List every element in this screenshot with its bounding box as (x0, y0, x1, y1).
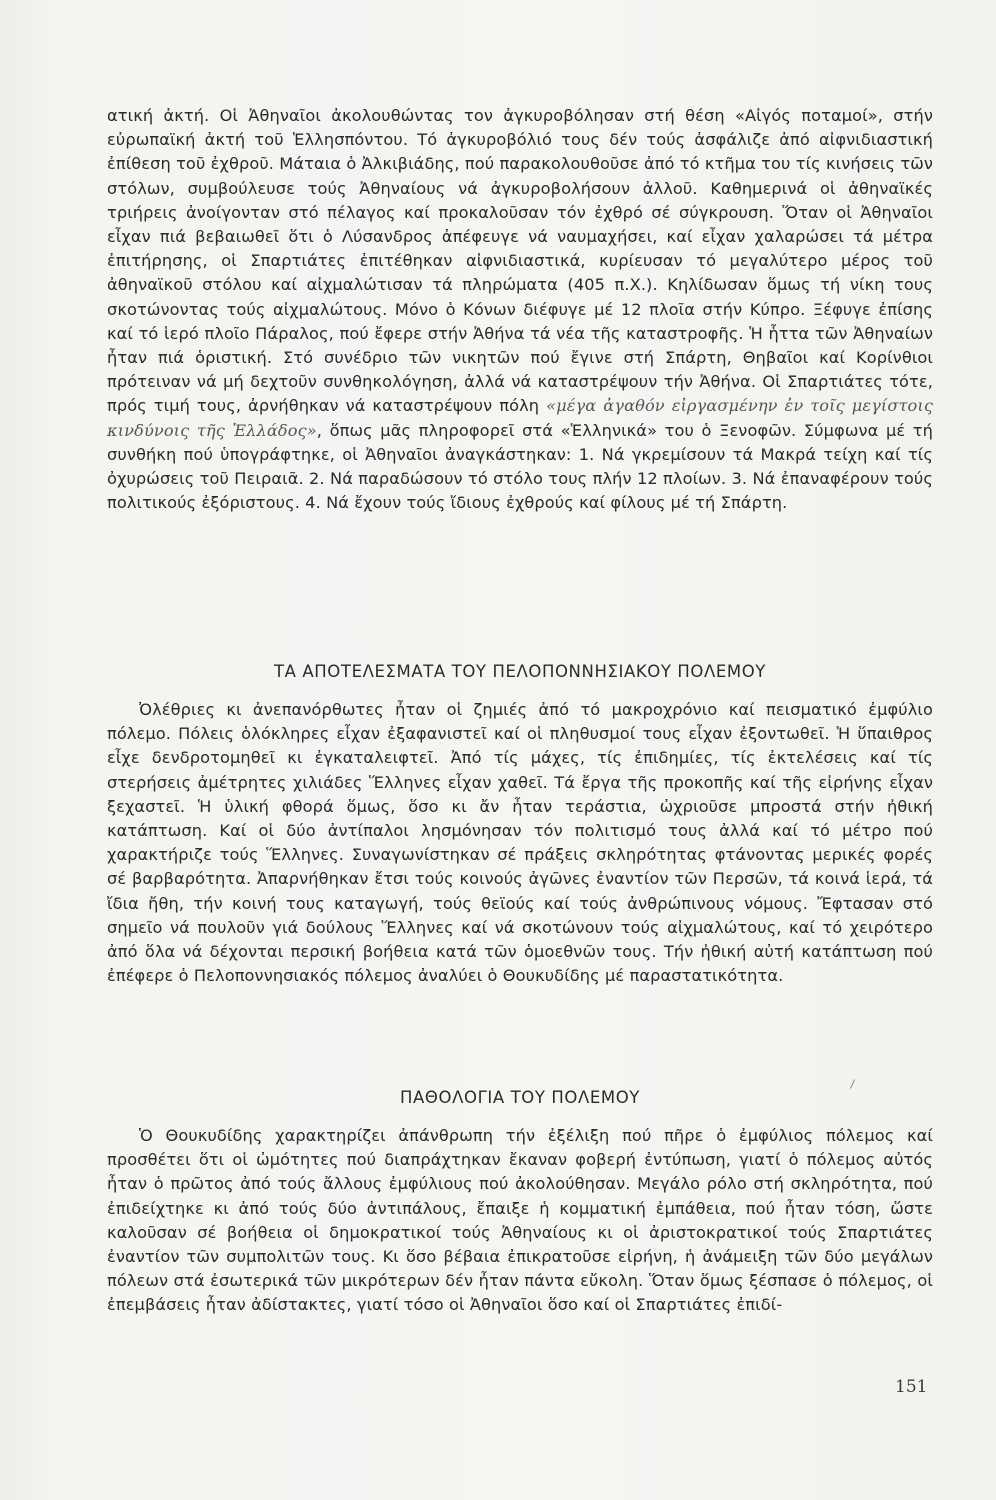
paragraph-1-text-b: , ὅπως μᾶς πληροφορεῖ στά «Ἑλληνικά» του ὁ Ξενοφῶν. Σύμφωνα μέ τή συνθήκη πού ὑπογράφτηκε, οἱ Ἀθηναῖοι ἀναγκάστηκαν: 1. Νά γκρεμίσουν τά Μακρά τείχη καί τίς ὀχυρώσεις τοῦ Πειραιᾶ. 2. Νά παραδώσουν τό στόλο τους πλήν 12 πλοίων. 3. Νά ἐπαναφέρουν τούς πολιτικούς ἐξόριστους. 4. Νά ἔχουν τούς ἴδιους ἐχθρούς καί φίλους μέ τή Σπάρτη. (107, 420, 933, 513)
paragraph-2-block (107, 698, 933, 988)
xenophon-quote: «μέγα ἀγαθόν εἰργασμένην ἐν τοῖς μεγίστοις κινδύνοις τῆς Ἑλλάδος» (107, 396, 933, 440)
paragraph-1-text-a: ατική ἀκτή. Οἱ Ἀθηναῖοι ἀκολουθώντας τον ἀγκυροβόλησαν στή θέση «Αἰγός ποταμοί», στήν εὐρωπαϊκή ἀκτή τοῦ Ἑλλησπόντου. Τό ἀγκυροβόλιό τους δέν τούς ἀσφάλιζε ἀπό αἰφνιδιαστική ἐπίθεση τοῦ ἐχθροῦ. Μάταια ὁ Ἀλκιβιάδης, πού παρακολουθοῦσε ἀπό τό κτῆμα του τίς κινήσεις τῶν στόλων, συμβούλευσε τούς Ἀθηναίους νά ἀγκυροβολήσουν ἀλλοῦ. Καθημερινά οἱ ἀθηναϊκές τριήρεις ἀνοίγονταν στό πέλαγος καί προκαλοῦσαν τόν ἐχθρό σέ σύγκρουση. Ὅταν οἱ Ἀθηναῖοι εἶχαν πιά βεβαιωθεῖ ὅτι ὁ Λύσανδρος ἀπέφευγε νά ναυμαχήσει, καί εἶχαν χαλαρώσει τά μέτρα ἐπιτήρησης, οἱ Σπαρτιάτες ἐπιτέθηκαν αἰφνιδιαστικά, κυρίευσαν τό μεγαλύτερο μέρος τοῦ ἀθηναϊκοῦ στόλου καί αἰχμαλώτισαν τά πληρώματα (405 π.Χ.). Κηλίδωσαν ὅμως τή νίκη τους σκοτώνοντας τούς αἰχμαλώτους. Μόνο ὁ Κόνων διέφυγε μέ 12 πλοῖα στήν Κύπρο. Ξέφυγε ἐπίσης καί τό ἱερό πλοῖο Πάραλος, πού ἔφερε στήν Ἀθήνα τά νέα τῆς καταστροφῆς. Ἡ ἧττα τῶν Ἀθηναίων ἦταν πιά ὁριστική. Στό συνέδριο τῶν νικητῶν πού ἔγινε στή Σπάρτη, Θηβαῖοι καί Κορίνθιοι πρότειναν νά μή δεχτοῦν συνθηκολόγηση, ἀλλά νά καταστρέψουν τήν Ἀθήνα. Οἱ Σπαρτιάτες τότε, πρός τιμή τους, ἀρνήθηκαν νά καταστρέψουν πόλη (107, 106, 933, 416)
paragraph-1-block (107, 104, 933, 515)
paragraph-3: Ὁ Θουκυδίδης χαρακτηρίζει ἀπάνθρωπη τήν ἐξέλιξη πού πῆρε ὁ ἐμφύλιος πόλεμος καί προσθέτει ὅτι οἱ ὠμότητες πού διαπράχτηκαν ἔκαναν φοβερή ἐντύπωση, γιατί ὁ πόλεμος αὐτός ἦταν ὁ πρῶτος ἀπό τούς ἄλλους ἐμφύλιους πού ἀκολούθησαν. Μεγάλο ρόλο στή σκληρότητα, πού ἐπιδείχτηκε κι ἀπό τούς δύο ἀντιπάλους, ἔπαιξε ἡ κομματική ἐμπάθεια, πού ἦταν τόση, ὥστε καλοῦσαν σέ βοήθεια οἱ δημοκρατικοί τούς Ἀθηναίους κι οἱ ἀριστοκρατικοί τούς Σπαρτιάτες ἐναντίον τῶν συμπολιτῶν τους. Κι ὅσο βέβαια ἐπικρατοῦσε εἰρήνη, ἡ ἀνάμειξη τῶν δύο μεγάλων πόλεων στά ἐσωτερικά τῶν μικρότερων δέν ἦταν πάντα εὔκολη. Ὅταν ὅμως ξέσπασε ὁ πόλεμος, οἱ ἐπεμβάσεις ἦταν ἀδίστακτες, γιατί τόσο οἱ Ἀθηναῖοι ὅσο καί οἱ Σπαρτιάτες ἐπιδί- (107, 1126, 933, 1315)
section-heading-results: ΤΑ ΑΠΟΤΕΛΕΣΜΑΤΑ ΤΟΥ ΠΕΛΟΠΟΝΝΗΣΙΑΚΟΥ ΠΟΛΕΜΟΥ (274, 662, 766, 681)
paragraph-2: Ὀλέθριες κι ἀνεπανόρθωτες ἦταν οἱ ζημιές ἀπό τό μακροχρόνιο καί πεισματικό ἐμφύλιο πόλεμο. Πόλεις ὁλόκληρες εἶχαν ἐξαφανιστεῖ καί οἱ πληθυσμοί τους εἶχαν ἐξοντωθεῖ. Ἡ ὕπαιθρος εἶχε δενδροτομηθεῖ κι ἐγκαταλειφτεῖ. Ἀπό τίς μάχες, τίς ἐπιδημίες, τίς ἐκτελέσεις καί τίς στερήσεις ἀμέτρητες χιλιάδες Ἕλληνες εἶχαν χαθεῖ. Τά ἔργα τῆς προκοπῆς καί τῆς εἰρήνης εἶχαν ξεχαστεῖ. Ἡ ὑλική φθορά ὅμως, ὅσο κι ἄν ἦταν τεράστια, ὠχριοῦσε μπροστά στήν ἠθική κατάπτωση. Καί οἱ δύο ἀντίπαλοι λησμόνησαν τόν πολιτισμό τους ἀλλά καί τό μέτρο πού χαρακτήριζε τούς Ἕλληνες. Συναγωνίστηκαν σέ πράξεις σκληρότητας φτάνοντας μερικές φορές σέ βαρβαρότητα. Ἀπαρνήθηκαν ἔτσι τούς κοινούς ἀγῶνες ἐναντίον τῶν Περσῶν, τά κοινά ἱερά, τά ἴδια ἤθη, τήν κοινή τους καταγωγή, τούς θεϊούς καί τούς ἀνθρώπινους νόμους. Ἔφτασαν στό σημεῖο νά πουλοῦν γιά δούλους Ἕλληνες καί νά σκοτώνουν τούς αἰχμαλώτους, καί τό χειρότερο ἀπό ὅλα νά δέχονται περσική βοήθεια κατά τῶν ὁμοεθνῶν τους. Τήν ἠθική αὐτή κατάπτωση πού ἐπέφερε ὁ Πελοποννησιακός πόλεμος ἀναλύει ὁ Θουκυδίδης μέ παραστατικότητα. (107, 700, 933, 986)
paragraph-1 (107, 104, 933, 515)
section-heading-pathology: ΠΑΘΟΛΟΓΙΑ ΤΟΥ ΠΟΛΕΜΟΥ (400, 1088, 640, 1107)
page-number: 151 (895, 1377, 928, 1397)
paragraph-3-block (107, 1124, 933, 1318)
